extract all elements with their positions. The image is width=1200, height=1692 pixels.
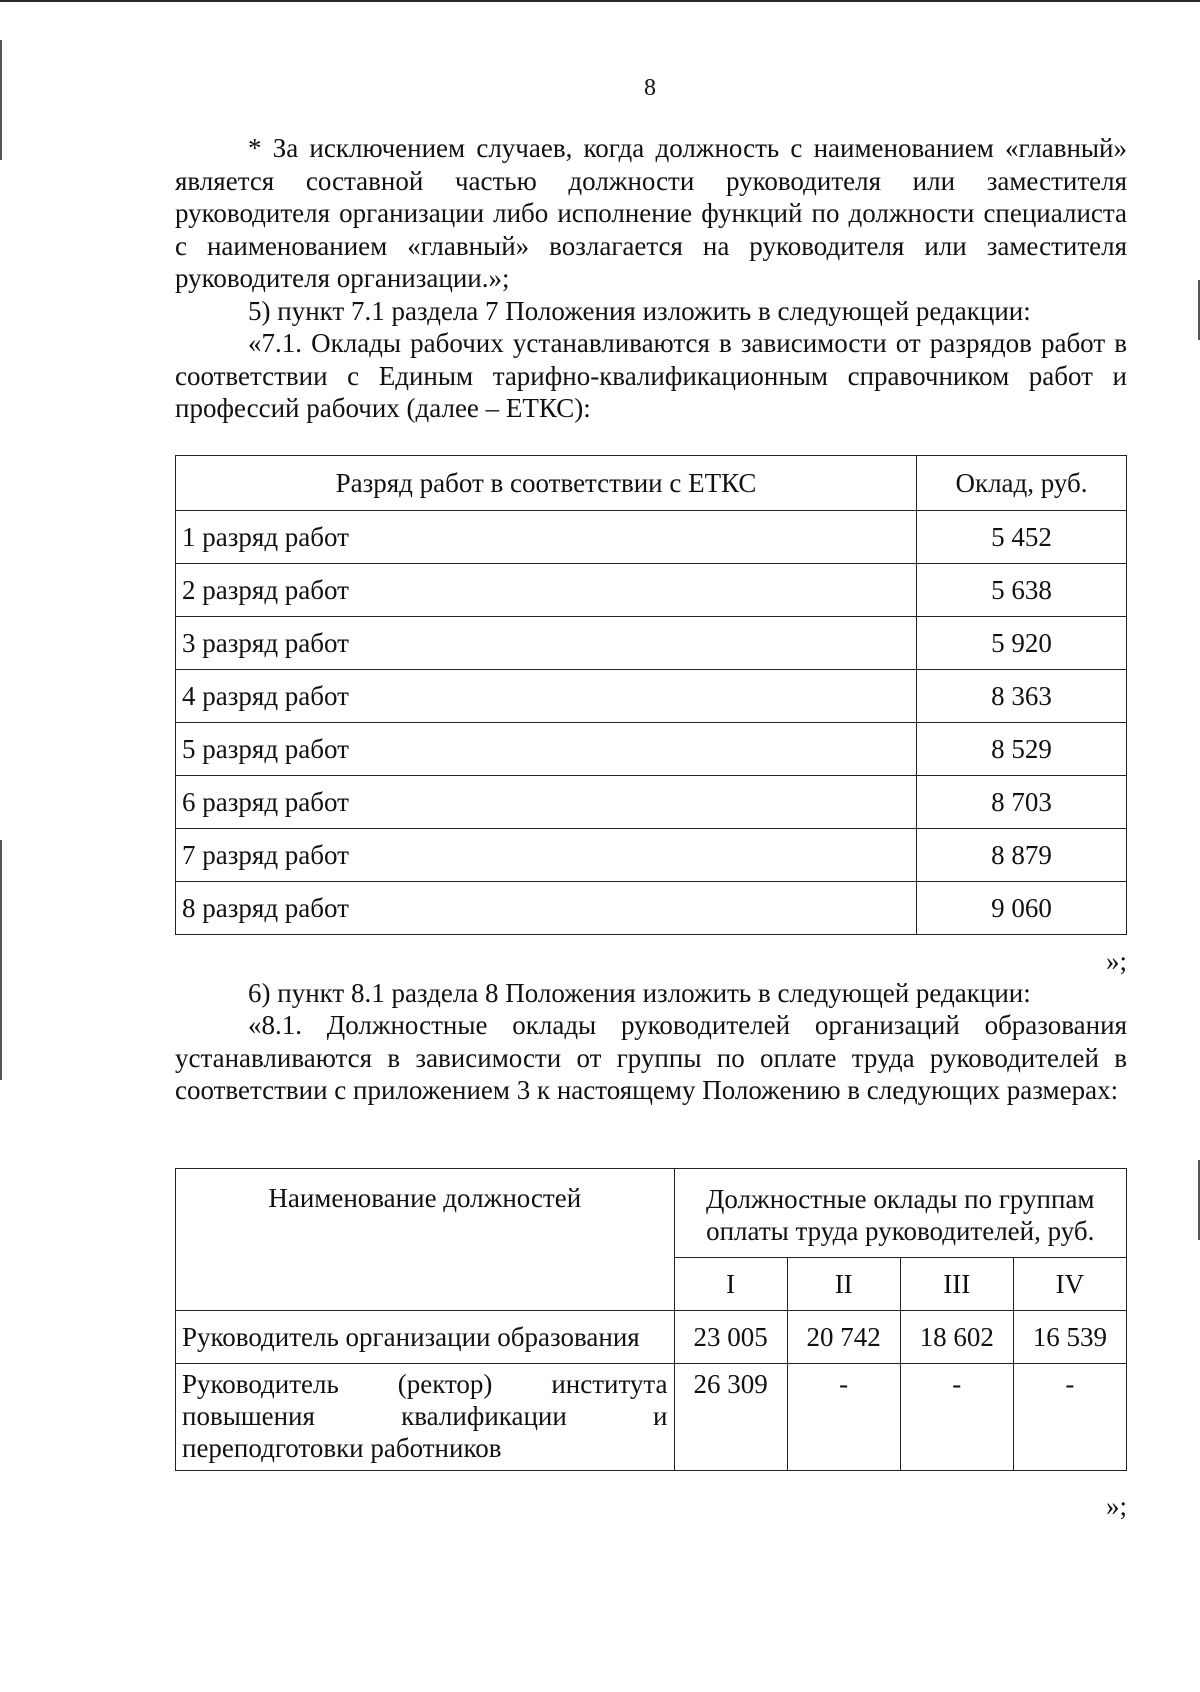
clause-8-1-paragraph: «8.1. Должностные оклады руководителей организаций образования устанавливаются в зависимости от группы по оплате труда руководителей в соответствии с приложением 3 к настоящему Положению в следующих размерах:: [175, 1010, 1127, 1105]
salary-cell: 23 005: [674, 1311, 787, 1364]
grade-cell: 5 разряд работ: [176, 723, 917, 776]
grade-cell: 4 разряд работ: [176, 670, 917, 723]
grade-cell: 2 разряд работ: [176, 564, 917, 617]
salary-cell: 8 703: [917, 776, 1127, 829]
header-group-4: IV: [1013, 1258, 1126, 1311]
position-cell: Руководитель организации образования: [176, 1311, 675, 1364]
salary-cell: 26 309: [674, 1364, 787, 1471]
table-row: [176, 1311, 1127, 1364]
grade-cell: 7 разряд работ: [176, 829, 917, 882]
salary-cell: -: [1013, 1364, 1126, 1471]
salary-cell: -: [787, 1364, 900, 1471]
header-grade: Разряд работ в соответствии с ЕТКС: [176, 456, 917, 511]
salary-cell: 8 363: [917, 670, 1127, 723]
table-row: [176, 1364, 1127, 1471]
salary-cell: 8 879: [917, 829, 1127, 882]
scan-edge-mark: [0, 840, 2, 1080]
header-salary: Оклад, руб.: [917, 456, 1127, 511]
closing-quote-mark: »;: [1105, 1491, 1127, 1521]
table-row: [176, 723, 1127, 776]
table-header-row: [176, 456, 1127, 511]
header-group-1: I: [674, 1258, 787, 1311]
table-header-row: [176, 1169, 1127, 1258]
salary-cell: 8 529: [917, 723, 1127, 776]
salary-cell: 16 539: [1013, 1311, 1126, 1364]
salary-cell: 20 742: [787, 1311, 900, 1364]
table-row: [176, 829, 1127, 882]
grade-cell: 8 разряд работ: [176, 882, 917, 935]
table-row: [176, 564, 1127, 617]
salary-cell: 5 452: [917, 511, 1127, 564]
table-row: [176, 670, 1127, 723]
heads-salary-table: [175, 1168, 1127, 1471]
header-group-2: II: [787, 1258, 900, 1311]
clause-7-1-paragraph: «7.1. Оклады рабочих устанавливаются в зависимости от разрядов работ в соответствии с Единым тарифно-квалификационным справочником работ и профессий рабочих (далее – ЕТКС):: [175, 328, 1127, 423]
grade-cell: 3 разряд работ: [176, 617, 917, 670]
salary-cell: -: [900, 1364, 1013, 1471]
closing-quote-mark: »;: [1105, 946, 1127, 976]
item-6-paragraph: 6) пункт 8.1 раздела 8 Положения изложить в следующей редакции:: [248, 978, 1031, 1008]
header-salary-groups: Должностные оклады по группам оплаты труда руководителей, руб.: [674, 1169, 1126, 1258]
item-5-paragraph: 5) пункт 7.1 раздела 7 Положения изложить в следующей редакции:: [248, 296, 1031, 326]
salary-cell: 9 060: [917, 882, 1127, 935]
salary-cell: 5 638: [917, 564, 1127, 617]
etks-salary-table: [175, 455, 1127, 935]
page-number: 8: [644, 75, 656, 101]
table-row: [176, 511, 1127, 564]
table-row: [176, 882, 1127, 935]
table-row: [176, 617, 1127, 670]
header-position: Наименование должностей: [176, 1169, 675, 1311]
position-cell: Руководитель (ректор) института повышения квалификации и переподготовки работников: [176, 1364, 675, 1471]
table-row: [176, 776, 1127, 829]
salary-cell: 18 602: [900, 1311, 1013, 1364]
footnote-paragraph: * За исключением случаев, когда должность с наименованием «главный» является составной частью должности руководителя или заместителя руководителя организации либо исполнение функций по должности специалиста с наименованием «главный» возлагается на руководителя или заместителя руководителя организации.»;: [175, 133, 1127, 293]
salary-cell: 5 920: [917, 617, 1127, 670]
grade-cell: 1 разряд работ: [176, 511, 917, 564]
header-group-3: III: [900, 1258, 1013, 1311]
grade-cell: 6 разряд работ: [176, 776, 917, 829]
scan-top-edge: [0, 0, 1200, 2]
